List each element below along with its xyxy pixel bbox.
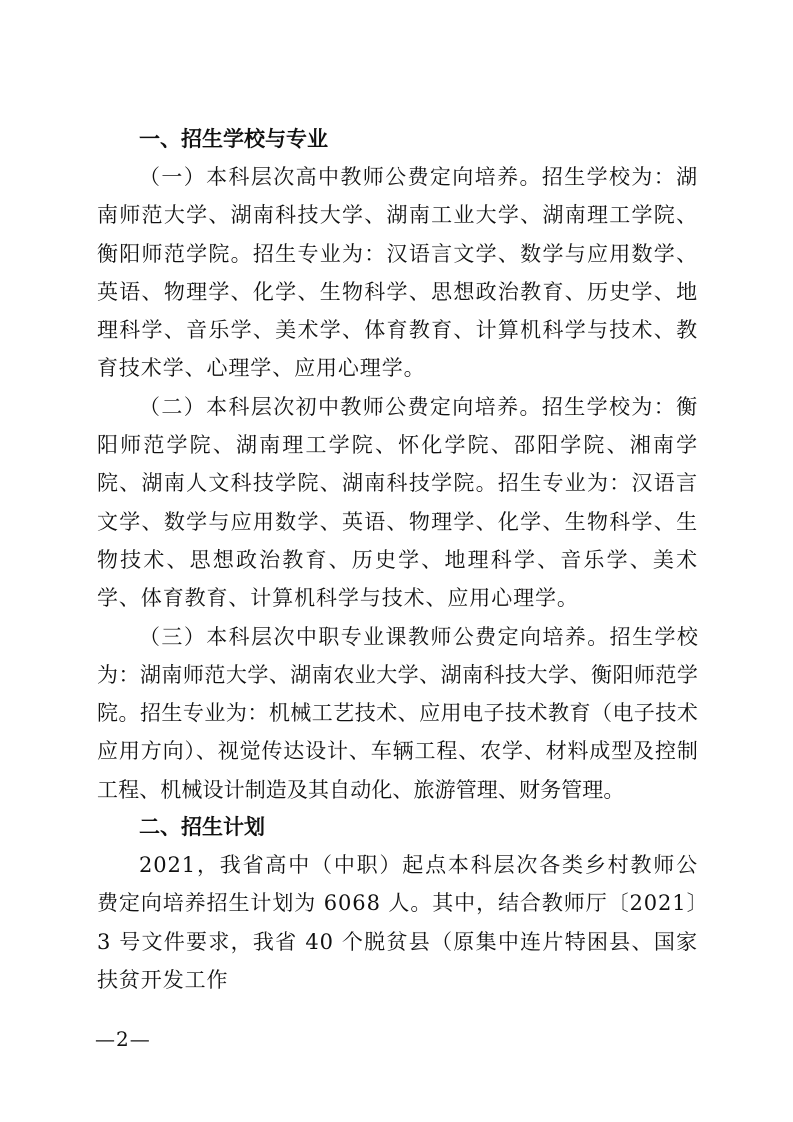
paragraph-high-school-teachers: （一）本科层次高中教师公费定向培养。招生学校为：湖南师范大学、湖南科技大学、湖南工业大学、湖南理工学院、衡阳师范学院。招生专业为：汉语言文学、数学与应用数学、英语、物理学、化学、生物科学、思想政治教育、历史学、地理科学、音乐学、美术学、体育教育、计算机科学与技术、教育技术学、心理学、应用心理学。 — [97, 165, 698, 381]
document-body — [97, 121, 698, 999]
section-heading-enrollment-plan: 二、招生计划 — [139, 815, 265, 840]
paragraph-vocational-teachers: （三）本科层次中职专业课教师公费定向培养。招生学校为：湖南师范大学、湖南农业大学、湖南科技大学、衡阳师范学院。招生专业为：机械工艺技术、应用电子技术教育（电子技术应用方向）、视觉传达设计、车辆工程、农学、材料成型及控制工程、机械设计制造及其自动化、旅游管理、财务管理。 — [97, 624, 698, 802]
section-heading-schools-majors: 一、招生学校与专业 — [139, 127, 328, 151]
paragraph-middle-school-teachers: （二）本科层次初中教师公费定向培养。招生学校为：衡阳师范学院、湖南理工学院、怀化学院、邵阳学院、湘南学院、湖南人文科技学院、湖南科技学院。招生专业为：汉语言文学、数学与应用数学、英语、物理学、化学、生物科学、生物技术、思想政治教育、历史学、地理科学、音乐学、美术学、体育教育、计算机科学与技术、应用心理学。 — [97, 394, 698, 611]
page-number: —2— — [95, 1027, 151, 1051]
paragraph-enrollment-plan: 2021，我省高中（中职）起点本科层次各类乡村教师公费定向培养招生计划为 6068 人。其中，结合教师厅〔2021〕3 号文件要求，我省 40 个脱贫县（原集中连片特困县、国家扶贫开发工作 — [97, 853, 698, 992]
